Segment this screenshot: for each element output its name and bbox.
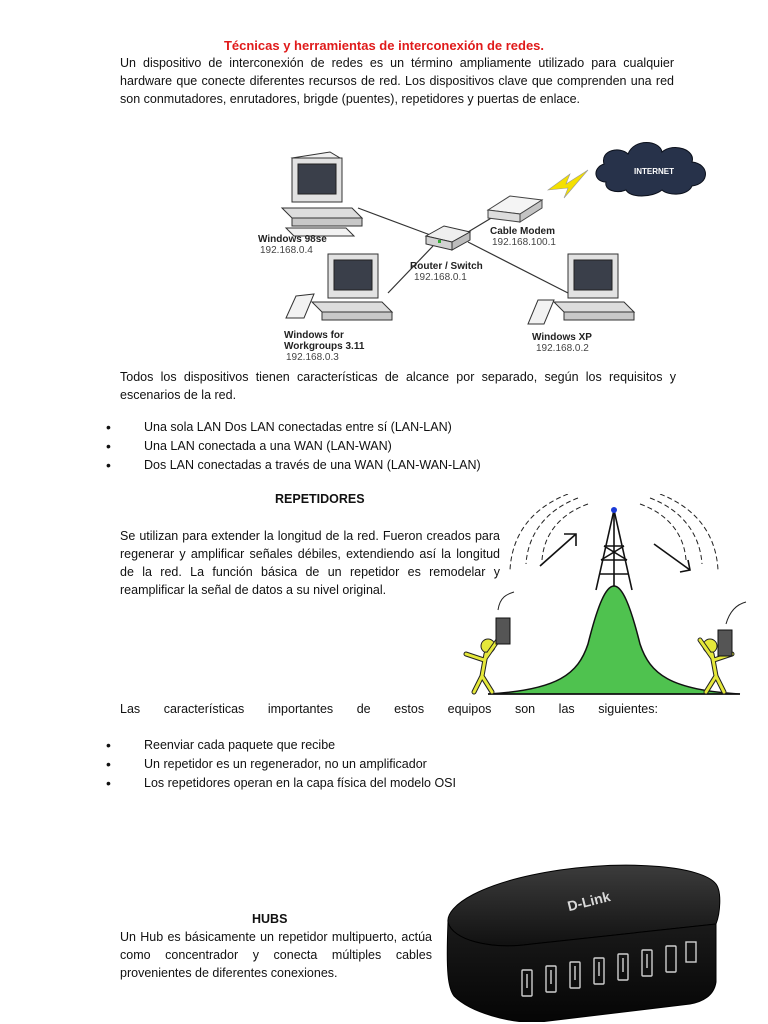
pc1-name-label: Windows 98se: [258, 234, 327, 245]
person-left-icon: [466, 592, 514, 692]
router-ip-label: 192.168.0.1: [414, 272, 467, 283]
tower-antenna-light: [611, 507, 617, 513]
list-item: • Los repetidores operan en la capa física del modelo OSI: [106, 776, 666, 795]
pc2-ip-label: 192.168.0.3: [286, 352, 339, 363]
list-item: • Dos LAN conectadas a través de una WAN (LAN-WAN-LAN): [106, 458, 666, 477]
hubs-paragraph: Un Hub es básicamente un repetidor multipuerto, actúa como concentrador y conecta múltiples cables provenientes de diferentes conexiones.: [120, 930, 432, 980]
internet-label: INTERNET: [634, 167, 674, 176]
hub-device-image: [440, 862, 730, 1022]
repeater-illustration: [448, 494, 758, 704]
pc3-ip-label: 192.168.0.2: [536, 343, 589, 354]
computer-icon-windows-xp: [528, 254, 634, 324]
modem-ip-label: 192.168.100.1: [492, 237, 556, 248]
person-right-icon: [700, 602, 746, 692]
features-list: [106, 738, 666, 795]
features-intro: Las características importantes de estos equipos son las siguientes:: [120, 702, 658, 716]
scenarios-list: [106, 420, 666, 477]
computer-icon-windows-wfw: [286, 254, 392, 320]
scenarios-paragraph: Todos los dispositivos tienen características de alcance por separado, según los requisitos y escenarios de la red.: [120, 370, 676, 402]
pc1-ip-label: 192.168.0.4: [260, 245, 313, 256]
modem-name-label: Cable Modem: [490, 226, 556, 237]
router-name-label: Router / Switch: [410, 261, 483, 272]
lightning-icon: [548, 170, 588, 198]
list-item: • Reenviar cada paquete que recibe: [106, 738, 666, 757]
computer-icon-windows-98se: [282, 152, 362, 236]
repetidores-paragraph: Se utilizan para extender la longitud de la red. Fueron creados para regenerar y amplificar señales débiles, extendiendo así la longitud de la red. La función básica de un repetidor es remodelar y reamplificar la señal de datos a su nivel original.: [120, 529, 500, 597]
page-title: Técnicas y herramientas de interconexión de redes.: [223, 38, 545, 53]
tower-icon: [596, 510, 632, 590]
pc2-name-line2: Workgroups 3.11: [284, 341, 365, 352]
brand-logo: D-Link: [565, 888, 612, 915]
network-diagram: [248, 128, 728, 364]
list-item: • Una LAN conectada a una WAN (LAN-WAN): [106, 439, 666, 458]
pc3-name-label: Windows XP: [532, 332, 592, 343]
pc2-name-line1: Windows for: [284, 330, 344, 341]
list-item: • Una sola LAN Dos LAN conectadas entre sí (LAN-LAN): [106, 420, 666, 439]
intro-paragraph: Un dispositivo de interconexión de redes es un término ampliamente utilizado para cualquier hardware que conecte diferentes recursos de red. Los dispositivos clave que comprenden una red son conmutadores, enrutadores, brigde (puentes), repetidores y puertas de enlace.: [120, 56, 674, 106]
list-item: • Un repetidor es un regenerador, no un amplificador: [106, 757, 666, 776]
repetidores-heading: REPETIDORES: [275, 492, 365, 506]
hubs-heading: HUBS: [252, 912, 288, 926]
cable-modem-icon: [488, 196, 542, 222]
